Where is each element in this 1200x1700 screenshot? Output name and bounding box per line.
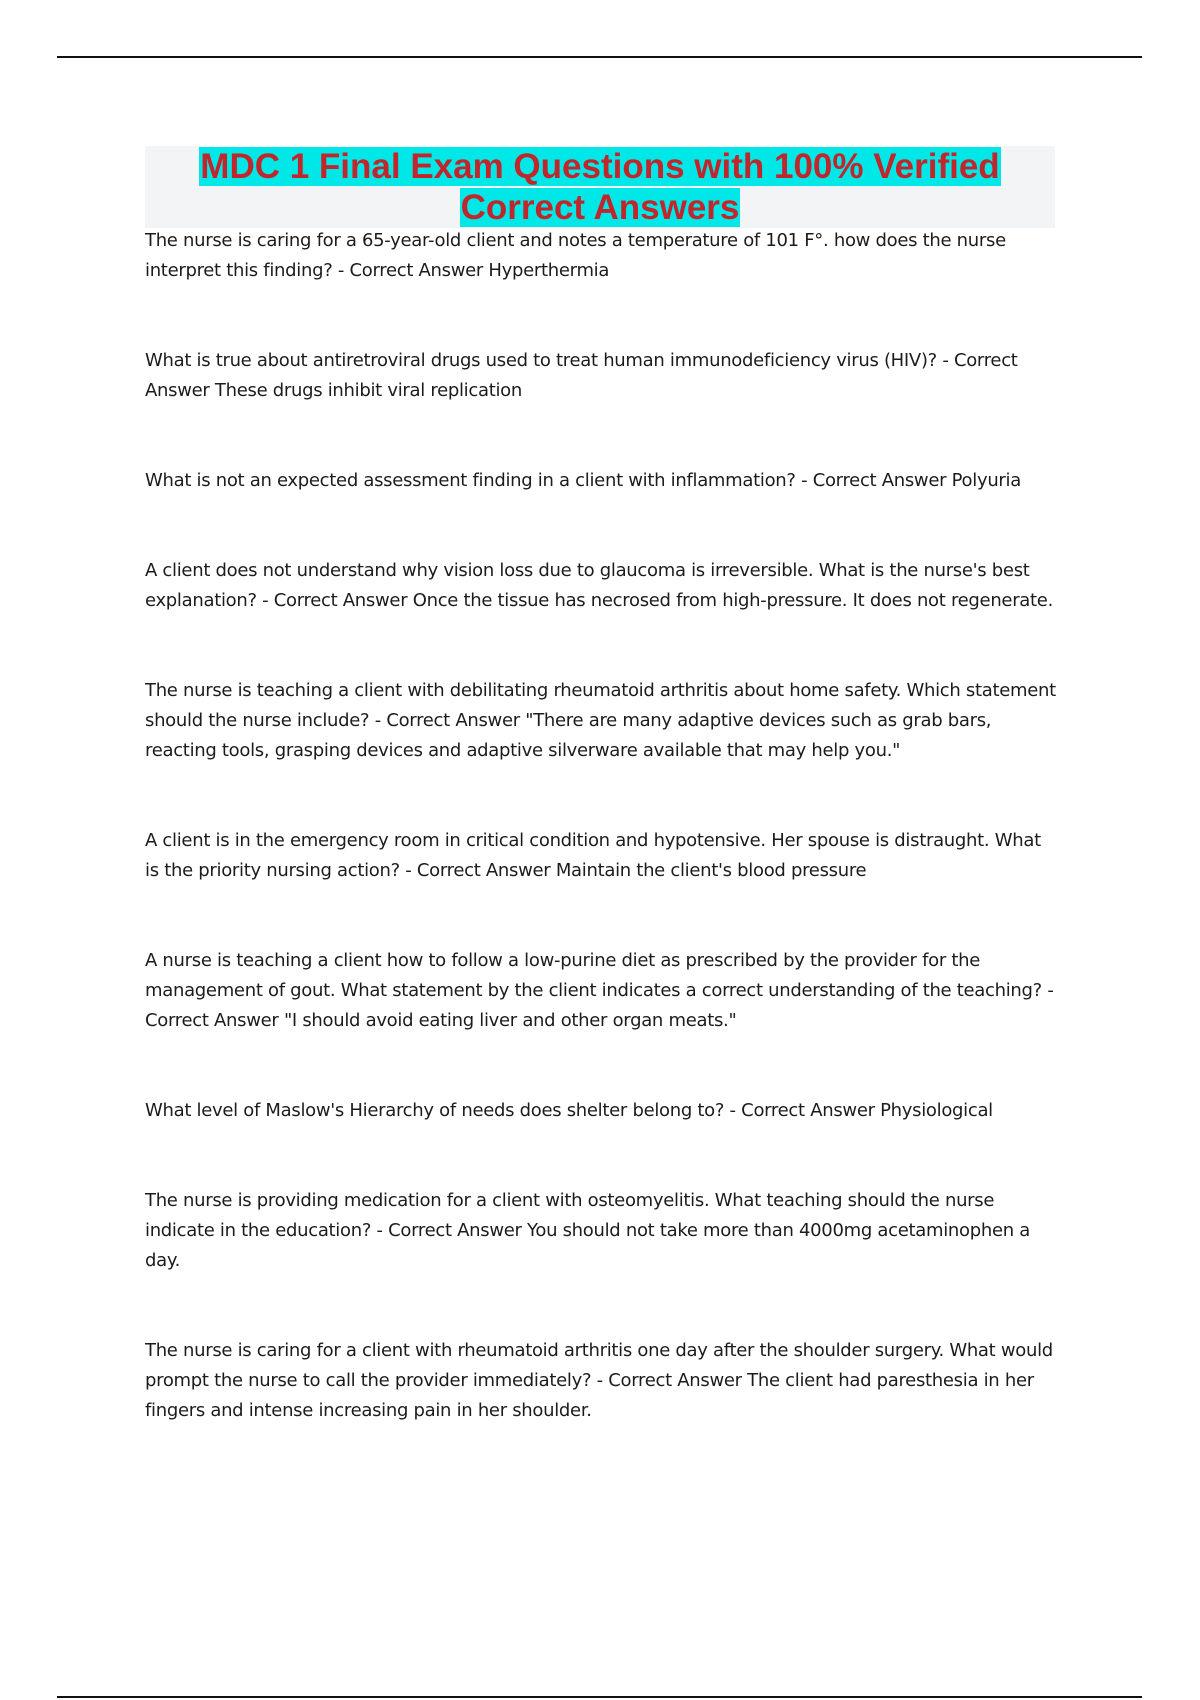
qa-item: What level of Maslow's Hierarchy of needs does shelter belong to? - Correct Answer Physiological xyxy=(145,1100,993,1121)
qa-item: The nurse is caring for a client with rheumatoid arthritis one day after the shoulder surgery. What would prompt the nurse to call the provider immediately? - Correct Answer The client had paresthesia in her fingers and intense increasing pain in her shoulder. xyxy=(145,1340,1053,1421)
qa-item: What is not an expected assessment finding in a client with inflammation? - Correct Answer Polyuria xyxy=(145,470,1021,491)
qa-item: The nurse is providing medication for a client with osteomyelitis. What teaching should the nurse indicate in the education? - Correct Answer You should not take more than 4000mg acetaminophen a day. xyxy=(145,1190,1030,1271)
title-line-1: MDC 1 Final Exam Questions with 100% Verified xyxy=(200,147,1000,186)
question-answer-list xyxy=(145,226,1060,1426)
qa-item: The nurse is teaching a client with debilitating rheumatoid arthritis about home safety. Which statement should the nurse include? - Correct Answer "There are many adaptive devices such as grab bars, reacting tools, grasping devices and adaptive silverware available that may help you." xyxy=(145,680,1056,761)
top-divider xyxy=(57,56,1142,58)
qa-item: A client is in the emergency room in critical condition and hypotensive. Her spouse is distraught. What is the priority nursing action? - Correct Answer Maintain the client's blood pressure xyxy=(145,830,1041,881)
qa-item: A client does not understand why vision loss due to glaucoma is irreversible. What is the nurse's best explanation? - Correct Answer Once the tissue has necrosed from high-pressure. It does not regenerate. xyxy=(145,560,1053,611)
qa-item: A nurse is teaching a client how to follow a low-purine diet as prescribed by the provider for the management of gout. What statement by the client indicates a correct understanding of the teaching? - Correct Answer "I should avoid eating liver and other organ meats." xyxy=(145,950,1054,1031)
title-line-2: Correct Answers xyxy=(460,188,740,227)
bottom-divider xyxy=(57,1696,1142,1698)
qa-item: The nurse is caring for a 65-year-old client and notes a temperature of 101 F°. how does the nurse interpret this finding? - Correct Answer Hyperthermia xyxy=(145,230,1006,281)
document-title xyxy=(145,146,1055,228)
qa-item: What is true about antiretroviral drugs used to treat human immunodeficiency virus (HIV)? - Correct Answer These drugs inhibit viral replication xyxy=(145,350,1018,401)
